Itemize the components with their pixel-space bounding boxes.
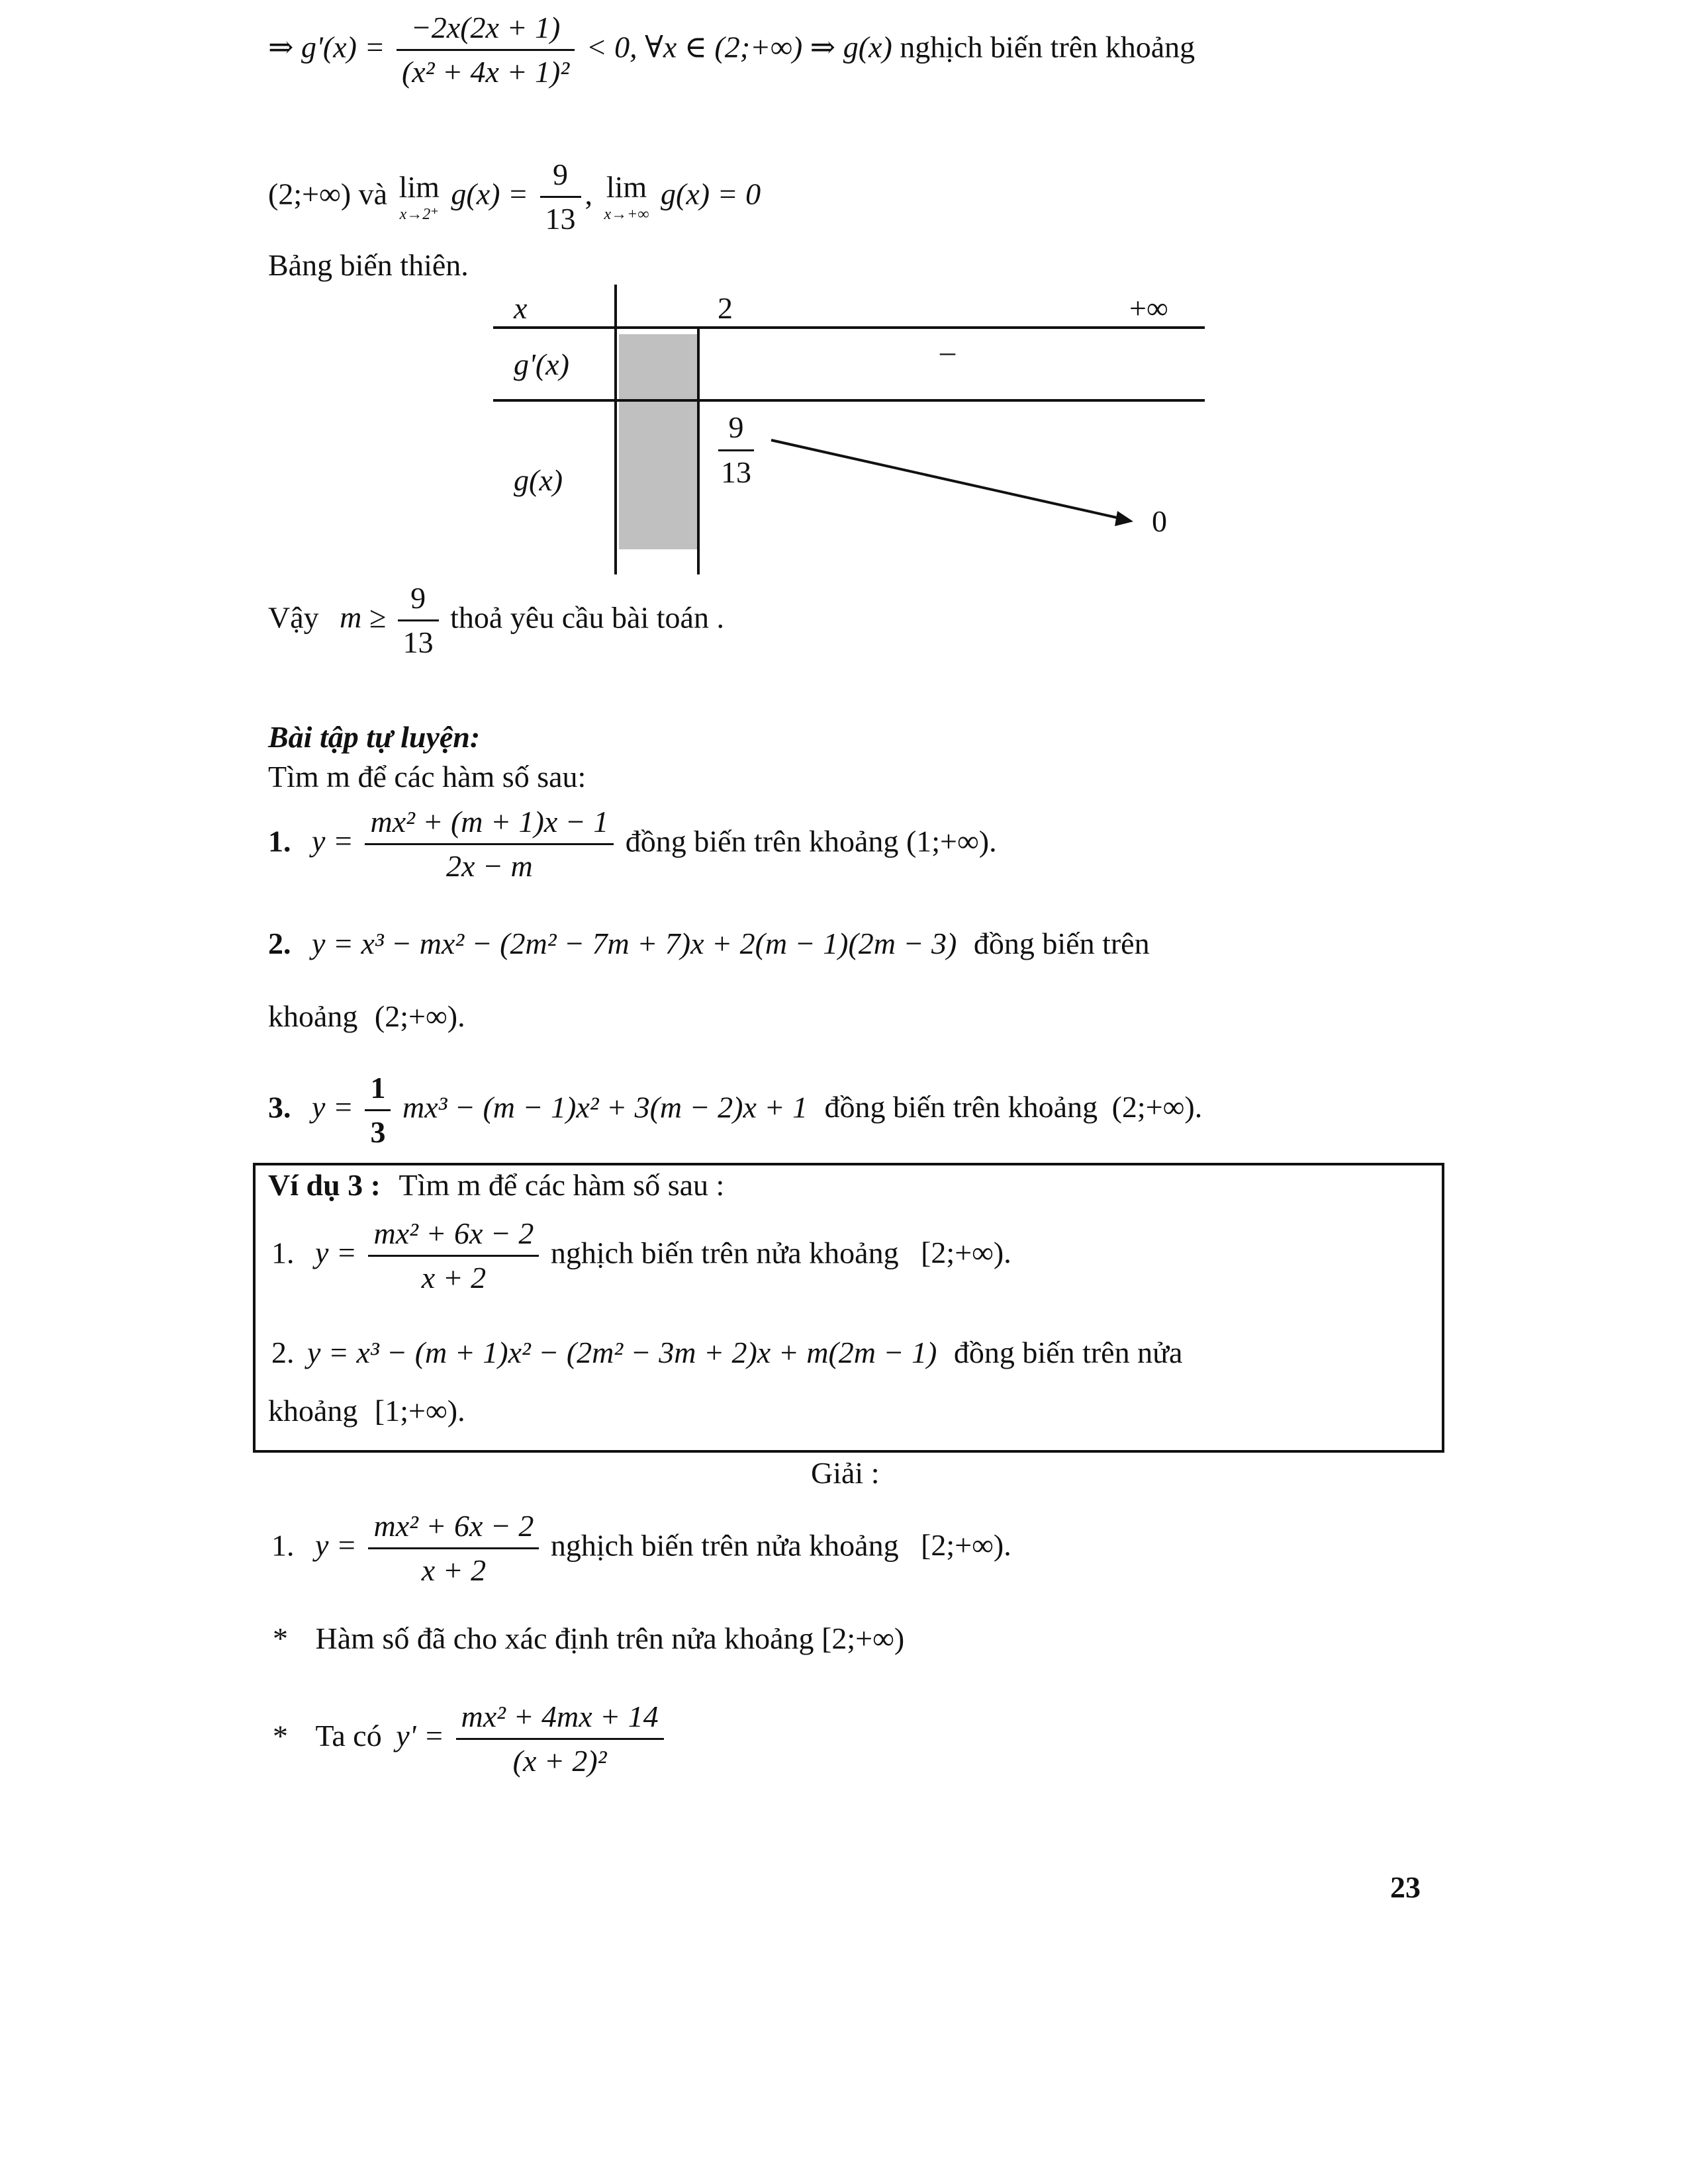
exercise-expression: mx³ − (m − 1)x² + 3(m − 2)x + 1	[402, 1090, 808, 1124]
example-part-2	[271, 1336, 1182, 1371]
lim-word: lim	[606, 169, 647, 204]
exercise-text: đồng biến trên	[973, 927, 1150, 960]
solution-bullet-1	[273, 1621, 904, 1657]
undefined-region	[619, 334, 698, 549]
solution-heading: Giải :	[811, 1456, 880, 1490]
derivative-denominator: (x² + 4x + 1)²	[401, 55, 570, 89]
fraction-numerator: mx² + 4mx + 14	[461, 1700, 659, 1733]
exercise-text: đồng biến trên khoảng	[824, 1090, 1098, 1124]
exercise-2	[268, 927, 1150, 962]
part-text: khoảng	[268, 1394, 358, 1428]
fraction-denominator: 13	[545, 202, 576, 236]
exercise-fraction	[365, 1072, 391, 1149]
conclusion-text: thoả yêu cầu bài toán .	[450, 600, 724, 635]
page-number: 23	[1390, 1870, 1421, 1904]
exercise-2-cont	[268, 999, 465, 1034]
part-number: 1.	[271, 1236, 295, 1270]
exercise-interval: (1;+∞).	[906, 824, 997, 858]
fraction-numerator: 9	[410, 581, 426, 615]
arrow-head	[1115, 511, 1133, 526]
limit-expr-1: g(x) =	[451, 177, 529, 211]
fraction-numerator: 1	[370, 1071, 386, 1105]
part-interval: [2;+∞).	[921, 1528, 1011, 1563]
part-fraction	[368, 1510, 539, 1587]
bullet-star: *	[273, 1719, 288, 1753]
example-title: Ví dụ 3 :	[268, 1168, 381, 1202]
exercise-fraction	[365, 806, 614, 883]
solution-part-1	[271, 1510, 1011, 1587]
fraction-numerator: mx² + 6x − 2	[373, 1216, 534, 1250]
gprime-label: g'(x) =	[301, 30, 385, 64]
part-number: 2.	[271, 1336, 295, 1369]
decreasing-arrow	[771, 440, 1125, 520]
table-x-start: 2	[718, 291, 733, 325]
fraction-denominator: x + 2	[421, 1261, 487, 1295]
conclusion-fraction	[398, 582, 439, 659]
implies-symbol: ⇒	[268, 30, 294, 64]
exercise-lhs: y =	[312, 824, 353, 858]
derivative-condition: < 0, ∀x ∈ (2;+∞) ⇒ g(x)	[586, 30, 892, 64]
table-x-label: x	[514, 291, 528, 325]
fraction-denominator: 2x − m	[446, 849, 533, 884]
part-fraction	[368, 1218, 539, 1295]
part-lhs: y =	[315, 1528, 357, 1563]
derivative-text: nghịch biến trên khoảng	[900, 30, 1196, 64]
lim-subscript: x→2⁺	[399, 205, 439, 223]
and-word: và	[358, 177, 388, 211]
table-g-label: g(x)	[514, 463, 563, 497]
table-x-end: +∞	[1129, 291, 1168, 325]
table-gprime-label: g'(x)	[514, 347, 569, 381]
exercise-interval: (2;+∞).	[374, 999, 465, 1033]
fraction-denominator: x + 2	[421, 1553, 487, 1588]
part-number: 1.	[271, 1528, 295, 1563]
limit-expr-2: g(x) = 0	[661, 177, 761, 211]
part-interval: [2;+∞).	[921, 1236, 1011, 1270]
exercises-heading: Bài tập tự luyện:	[268, 720, 481, 754]
bullet-text: Hàm số đã cho xác định trên nửa khoảng	[315, 1621, 814, 1655]
exercise-text: đồng biến trên khoảng	[625, 824, 899, 858]
part-expression: y = x³ − (m + 1)x² − (2m² − 3m + 2)x + m(2m − 1)	[307, 1336, 937, 1369]
bullet-interval: [2;+∞)	[821, 1621, 905, 1655]
exercise-1	[268, 806, 997, 883]
part-text: đồng biến trên nửa	[953, 1336, 1183, 1369]
variation-table-title: Bảng biến thiên.	[268, 248, 469, 282]
exercise-expression: y = x³ − mx² − (2m² − 7m + 7)x + 2(m − 1)(2m − 3)	[312, 927, 957, 960]
exercise-number: 2.	[268, 927, 291, 960]
part-interval: [1;+∞).	[374, 1394, 465, 1428]
exercise-lhs: y =	[312, 1090, 353, 1124]
example-title-line	[268, 1168, 724, 1203]
part-lhs: y =	[315, 1236, 357, 1270]
conclusion-line	[268, 582, 724, 659]
fraction-denominator: 13	[721, 455, 751, 489]
exercise-3	[268, 1072, 1202, 1149]
lim-subscript: x→+∞	[604, 205, 649, 223]
conclusion-word: Vậy	[268, 600, 319, 635]
part-text: nghịch biến trên nửa khoảng	[550, 1236, 899, 1270]
bullet-fraction	[456, 1701, 664, 1778]
fraction-numerator: mx² + 6x − 2	[373, 1509, 534, 1543]
fraction-denominator: (x + 2)²	[512, 1744, 607, 1778]
table-g-end-value: 0	[1152, 504, 1167, 538]
interval: (2;+∞)	[268, 177, 352, 211]
exercise-number: 3.	[268, 1090, 291, 1124]
conclusion-inequality: m ≥	[340, 600, 387, 635]
bullet-star: *	[273, 1621, 288, 1655]
fraction-numerator: mx² + (m + 1)x − 1	[370, 805, 609, 839]
bullet-text: Ta có	[315, 1719, 382, 1753]
variation-table	[0, 0, 1688, 596]
solution-bullet-2	[273, 1701, 668, 1778]
part-text: nghịch biến trên nửa khoảng	[550, 1528, 899, 1563]
exercises-intro: Tìm m để các hàm số sau:	[268, 760, 586, 794]
exercise-interval: (2;+∞).	[1111, 1090, 1203, 1124]
example-part-2-cont	[268, 1394, 465, 1429]
comma: ,	[585, 177, 593, 211]
derivative-numerator: −2x(2x + 1)	[410, 11, 561, 44]
fraction-denominator: 13	[402, 625, 434, 660]
exercise-number: 1.	[268, 824, 291, 858]
fraction-numerator: 9	[553, 158, 569, 191]
lim-word: lim	[399, 169, 440, 204]
bullet-lhs: y' =	[396, 1719, 445, 1753]
fraction-denominator: 3	[370, 1115, 386, 1150]
example-part-1	[271, 1218, 1011, 1295]
fraction-numerator: 9	[728, 410, 744, 444]
exercise-text: khoảng	[268, 999, 358, 1033]
example-intro: Tìm m để các hàm số sau :	[399, 1168, 725, 1202]
table-g-top-value	[718, 410, 754, 490]
table-gprime-sign: –	[940, 334, 955, 368]
